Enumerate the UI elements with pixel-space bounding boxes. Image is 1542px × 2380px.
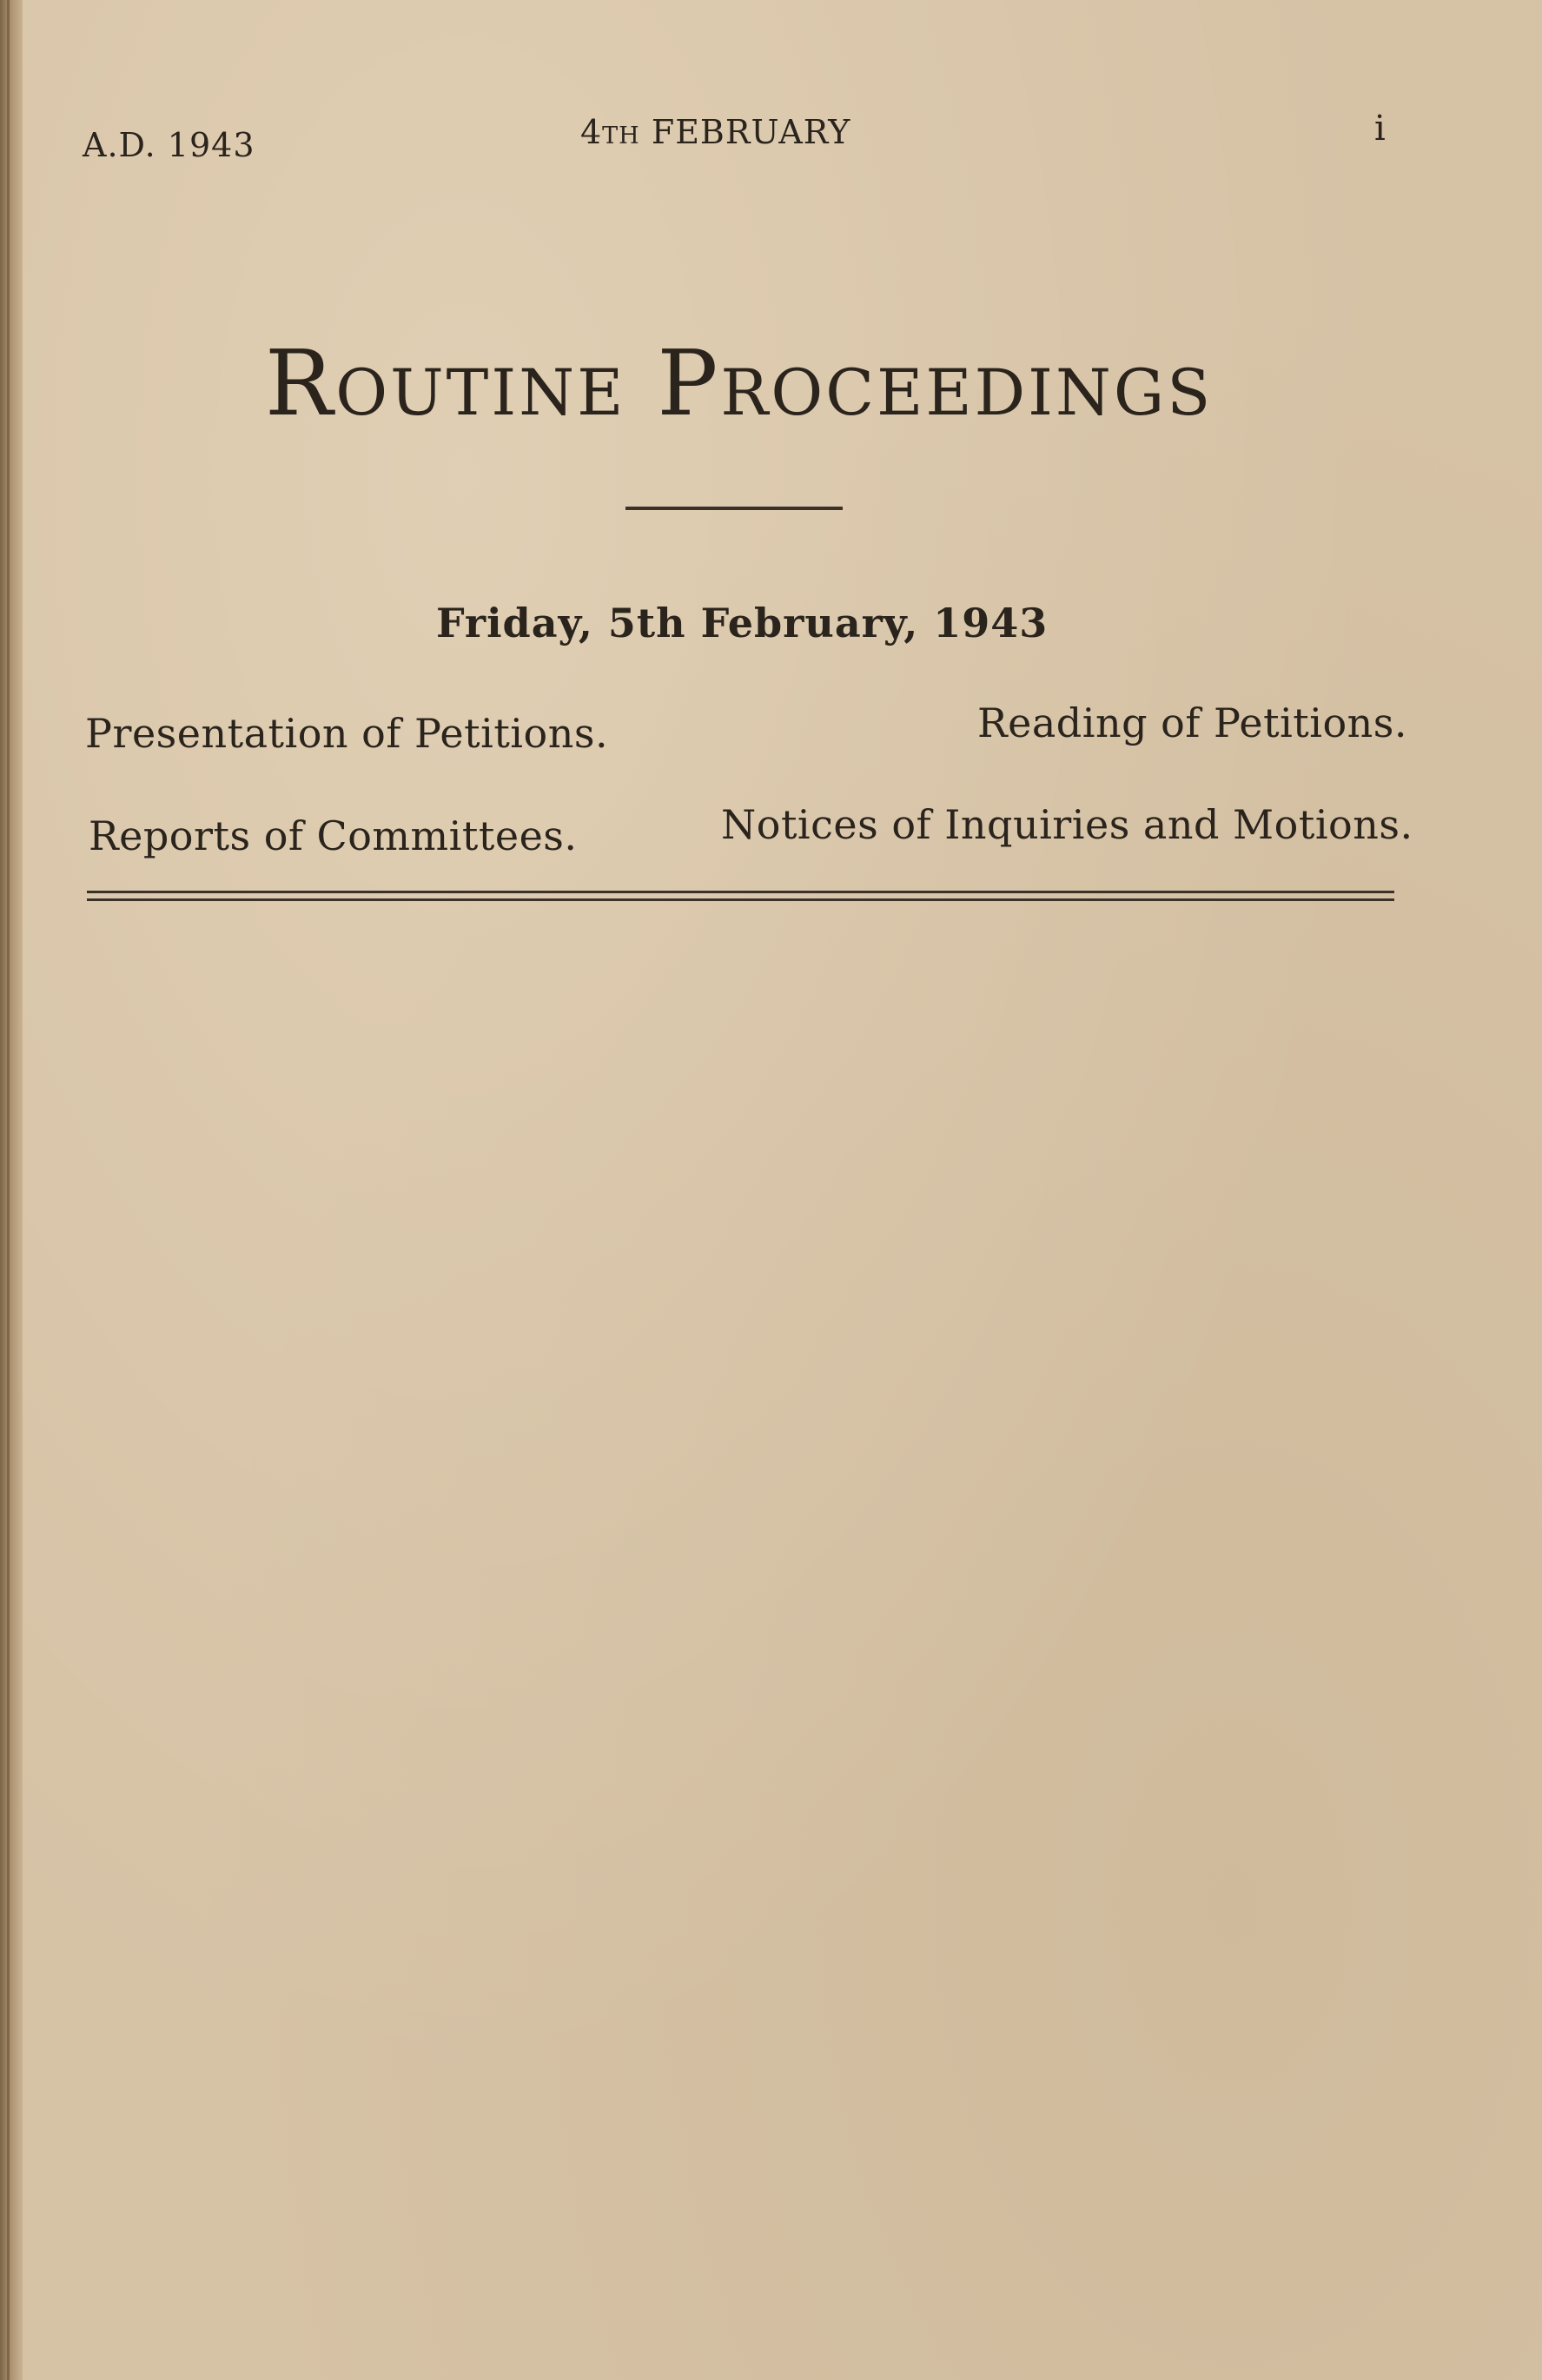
proceeding-notices-of-inquiries: Notices of Inquiries and Motions. [721,801,1413,848]
proceeding-reading-of-petitions: Reading of Petitions. [977,699,1408,746]
page-title: Routine Proceedings [265,330,1214,436]
page-spine-edge [0,0,23,2380]
header-date-month: FEBRUARY [651,113,851,151]
proceeding-reports-of-committees: Reports of Committees. [89,812,578,859]
page-number: i [1374,109,1386,149]
title-divider [625,507,843,510]
spine-crease [7,0,10,2380]
section-double-rule [87,891,1394,901]
proceeding-presentation-of-petitions: Presentation of Petitions. [85,710,609,757]
header-year: A.D. 1943 [83,126,255,164]
header-date-day: 4th [580,113,640,151]
header-date [580,113,850,151]
sitting-date: Friday, 5th February, 1943 [436,600,1049,646]
